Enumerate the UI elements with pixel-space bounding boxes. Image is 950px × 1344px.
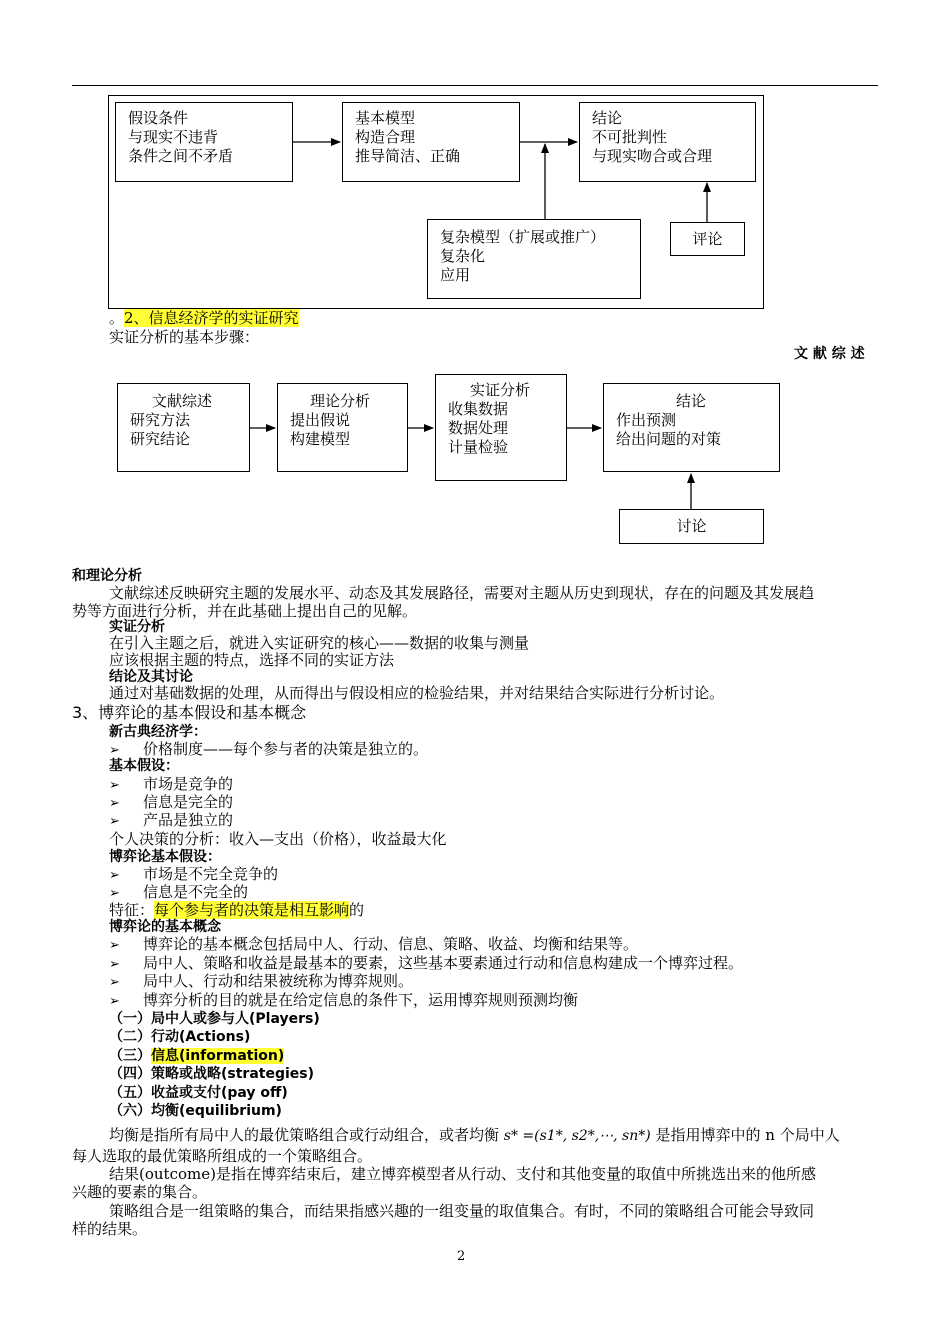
bullet-item: ➢ 局中人、行动和结果被统称为博弈规则。 bbox=[109, 972, 413, 992]
empirical-line: 数据处理 bbox=[448, 419, 509, 437]
paragraph-lit-2: 势等方面进行分析，并在此基础上提出自己的见解。 bbox=[72, 602, 418, 620]
feature-suffix: 的 bbox=[349, 901, 365, 919]
equilibrium-line-2: 每人选取的最优策略所组成的一个策略组合。 bbox=[72, 1147, 373, 1165]
heading-neoclassical: 新古典经济学： bbox=[109, 724, 207, 740]
basic-model-line: 构造合理 bbox=[355, 128, 416, 146]
basic-model-line: 推导简洁、正确 bbox=[355, 147, 461, 165]
item-number: （二） bbox=[109, 1029, 151, 1045]
feature-line bbox=[109, 901, 364, 919]
paragraph-conclusion: 通过对基础数据的处理，从而得出与假设相应的检验结果，并对结果结合实际进行分析讨论。 bbox=[109, 684, 725, 702]
numbered-item bbox=[109, 1047, 284, 1065]
feature-highlight: 每个参与者的决策是相互影响 bbox=[154, 901, 350, 919]
item-number: （一） bbox=[109, 1011, 151, 1027]
item-text-highlighted: 信息(information) bbox=[151, 1048, 285, 1064]
heading-empirical: 实证分析 bbox=[109, 619, 165, 635]
combo-line-2: 样的结果。 bbox=[72, 1220, 148, 1238]
bullet-item: ➢ 产品是独立的 bbox=[109, 811, 233, 831]
section2-prefix: 。 bbox=[109, 309, 125, 327]
complex-model-line: 应用 bbox=[440, 266, 471, 284]
conclusion2-line: 作出预测 bbox=[616, 411, 677, 429]
bullet-item: ➢ 博弈论的基本概念包括局中人、行动、信息、策略、收益、均衡和结果等。 bbox=[109, 935, 638, 955]
item-text: 局中人或参与人(Players) bbox=[151, 1011, 320, 1027]
conclusion2-line: 给出问题的对策 bbox=[616, 430, 722, 448]
section3-title: 3、博弈论的基本假设和基本概念 bbox=[72, 703, 307, 722]
empirical-line: 收集数据 bbox=[448, 400, 509, 418]
paragraph-empirical-1: 在引入主题之后，就进入实证研究的核心——数据的收集与测量 bbox=[109, 634, 530, 652]
comment-label: 评论 bbox=[692, 230, 723, 248]
numbered-item bbox=[109, 1102, 282, 1120]
bullet-item: ➢ 博弈分析的目的就是在给定信息的条件下，运用博弈规则预测均衡 bbox=[109, 991, 578, 1011]
complex-model-line: 复杂化 bbox=[440, 247, 486, 265]
discussion-label: 讨论 bbox=[676, 517, 707, 535]
assumptions-line: 条件之间不矛盾 bbox=[128, 147, 234, 165]
right-heading: 文 献 综 述 bbox=[794, 346, 865, 362]
conclusion-line: 与现实吻合或合理 bbox=[592, 147, 713, 165]
item-text: 行动(Actions) bbox=[151, 1029, 251, 1045]
lit-review-title: 文献综述 bbox=[152, 392, 213, 410]
equilibrium-line bbox=[109, 1126, 840, 1145]
equilibrium-formula: s* =(s1*, s2*,⋯, sn*) bbox=[503, 1128, 651, 1144]
item-number: （四） bbox=[109, 1066, 151, 1082]
paragraph-lit-1: 文献综述反映研究主题的发展水平、动态及其发展路径，需要对主题从历史到现状，存在的问题及其发展趋 bbox=[109, 584, 815, 602]
conclusion-title: 结论 bbox=[592, 109, 623, 127]
item-text: 策略或战略(strategies) bbox=[151, 1066, 315, 1082]
conclusion-line: 不可批判性 bbox=[592, 128, 668, 146]
outcome-line-1: 结果(outcome)是指在博弈结束后，建立博弈模型者从行动、支付和其他变量的取值中所挑选出来的他所感 bbox=[109, 1165, 816, 1183]
feature-prefix: 特征： bbox=[109, 901, 155, 919]
assumptions-title: 假设条件 bbox=[128, 109, 189, 127]
numbered-item bbox=[109, 1084, 288, 1102]
item-text: 收益或支付(pay off) bbox=[151, 1085, 288, 1101]
assumptions-line: 与现实不违背 bbox=[128, 128, 219, 146]
bullet-item: ➢ 价格制度——每个参与者的决策是独立的。 bbox=[109, 740, 428, 760]
bullet-item: ➢ 市场是不完全竞争的 bbox=[109, 865, 278, 885]
complex-model-title: 复杂模型（扩展或推广） bbox=[440, 228, 606, 246]
empirical-line: 计量检验 bbox=[448, 438, 509, 456]
bullet-item: ➢ 市场是竞争的 bbox=[109, 775, 233, 795]
item-number: （五） bbox=[109, 1085, 151, 1101]
heading-concepts: 博弈论的基本概念 bbox=[109, 919, 221, 935]
equilibrium-pre: 均衡是指所有局中人的最优策略组合或行动组合，或者均衡 bbox=[109, 1126, 500, 1144]
individual-decision: 个人决策的分析：收入—支出（价格），收益最大化 bbox=[109, 830, 447, 848]
numbered-item bbox=[109, 1010, 320, 1028]
heading-conclusion: 结论及其讨论 bbox=[109, 669, 193, 685]
heading-theory-analysis: 和理论分析 bbox=[72, 568, 142, 584]
heading-basic-assumptions: 基本假设： bbox=[109, 758, 179, 774]
item-number: （三） bbox=[109, 1048, 151, 1064]
paragraph-empirical-2: 应该根据主题的特点，选择不同的实证方法 bbox=[109, 651, 395, 669]
bullet-item: ➢ 信息是不完全的 bbox=[109, 883, 248, 903]
lit-review-line: 研究方法 bbox=[130, 411, 191, 429]
empirical-title: 实证分析 bbox=[470, 381, 531, 399]
item-text: 均衡(equilibrium) bbox=[151, 1103, 282, 1119]
equilibrium-post: 是指用博弈中的 n 个局中人 bbox=[655, 1126, 840, 1144]
heading-game-assumptions: 博弈论基本假设： bbox=[109, 849, 221, 865]
conclusion2-title: 结论 bbox=[676, 392, 707, 410]
theory-line: 提出假说 bbox=[290, 411, 351, 429]
theory-line: 构建模型 bbox=[290, 430, 351, 448]
theory-title: 理论分析 bbox=[310, 392, 371, 410]
section2-title: 2、信息经济学的实证研究 bbox=[124, 309, 299, 327]
lit-review-line: 研究结论 bbox=[130, 430, 191, 448]
item-number: （六） bbox=[109, 1103, 151, 1119]
outcome-line-2: 兴趣的要素的集合。 bbox=[72, 1183, 208, 1201]
numbered-item bbox=[109, 1065, 314, 1083]
combo-line-1: 策略组合是一组策略的集合，而结果指感兴趣的一组变量的取值集合。有时，不同的策略组合可能会导致同 bbox=[109, 1202, 815, 1220]
basic-model-title: 基本模型 bbox=[355, 109, 416, 127]
bullet-item: ➢ 信息是完全的 bbox=[109, 793, 233, 813]
numbered-item bbox=[109, 1028, 250, 1046]
bullet-item: ➢ 局中人、策略和收益是最基本的要素，这些基本要素通过行动和信息构建成一个博弈过程。 bbox=[109, 954, 743, 974]
page-number: 2 bbox=[457, 1249, 466, 1264]
steps-label: 实证分析的基本步骤： bbox=[109, 328, 260, 346]
